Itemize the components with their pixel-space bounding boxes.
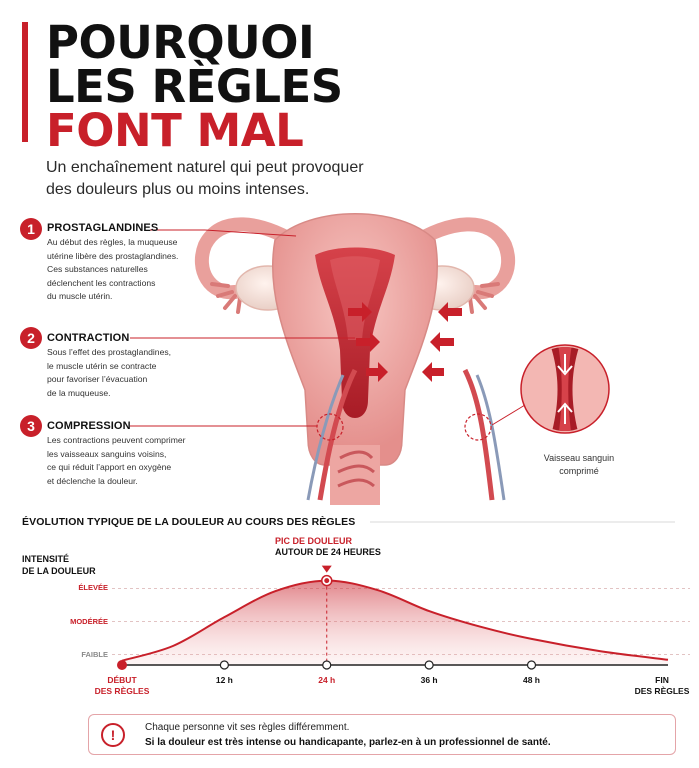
- page-title-line-1: POURQUOI: [46, 16, 315, 69]
- x-tick-label: [87, 675, 157, 697]
- page-title-line-2: LES RÈGLES: [46, 60, 343, 113]
- step-3-line: et déclenche la douleur.: [47, 475, 138, 486]
- step-2-line: Sous l’effet des prostaglandines,: [47, 347, 172, 357]
- x-tick-label: [497, 675, 567, 686]
- step-1-line: déclenchent les contractions: [47, 277, 156, 288]
- x-tick-label-line-1: 48 h: [522, 675, 540, 685]
- step-3-title: COMPRESSION: [47, 420, 131, 432]
- x-tick: [528, 661, 536, 669]
- note-line-1: Chaque personne vit ses règles différemment.: [145, 722, 350, 733]
- chart-title-rule: [0, 520, 699, 524]
- peak-label: [275, 536, 381, 558]
- step-2-text: [47, 346, 217, 400]
- step-3-badge: 3: [20, 415, 42, 437]
- step-3-line: ce qui réduit l’apport en oxygène: [47, 462, 172, 472]
- vessel-label-line-2: comprimé: [559, 466, 599, 476]
- peak-dot: [324, 578, 329, 583]
- page-title-line-3: FONT MAL: [46, 104, 304, 157]
- pain-area: [122, 581, 668, 665]
- y-level-label: ÉLEVÉE: [78, 583, 108, 593]
- health-note-box: [88, 714, 676, 755]
- x-tick: [220, 661, 228, 669]
- alert-icon: !: [101, 723, 125, 747]
- step-2-line: le muscle utérin se contracte: [47, 360, 157, 371]
- x-tick-start: [117, 660, 127, 670]
- peak-label-line-1: PIC DE DOULEUR: [275, 536, 353, 546]
- peak-pointer: [322, 566, 332, 573]
- step-1-badge: 1: [20, 218, 42, 240]
- peak-label-line-2: AUTOUR DE 24 HEURES: [275, 547, 381, 557]
- step-1-line: Ces substances naturelles: [47, 264, 148, 274]
- x-tick-label: [627, 675, 697, 697]
- chart-ylabel-line-1: INTENSITÉ: [22, 554, 70, 564]
- step-2-line: pour favoriser l’évacuation: [47, 374, 148, 384]
- x-tick: [323, 661, 331, 669]
- step-2-title: CONTRACTION: [47, 332, 130, 344]
- step-1-line: du muscle utérin.: [47, 291, 113, 301]
- x-tick: [425, 661, 433, 669]
- y-level-label: MODÉRÉE: [70, 616, 108, 626]
- y-level-label: FAIBLE: [81, 649, 108, 659]
- page-subtitle: Un enchaînement naturel qui peut provoquer des douleurs plus ou moins intenses.: [46, 159, 364, 198]
- step-3-line: Les contractions peuvent comprimer: [47, 435, 186, 445]
- step-1-line: utérine libère des prostaglandines.: [47, 250, 179, 261]
- x-tick-label-line-1: DÉBUT: [107, 675, 137, 685]
- x-tick-label-line-2: DES RÈGLES: [634, 686, 690, 696]
- x-tick-label-line-1: 12 h: [215, 675, 233, 685]
- x-tick-label-line-1: 36 h: [420, 675, 438, 685]
- vessel-label-line-1: Vaisseau sanguin: [543, 453, 615, 463]
- x-tick-label-line-1: FIN: [655, 675, 669, 685]
- x-tick-label-line-1: 24 h: [318, 675, 336, 685]
- step-2-badge: 2: [20, 327, 42, 349]
- chart-ylabel-line-2: DE LA DOULEUR: [22, 566, 96, 576]
- step-2-line: de la muqueuse.: [47, 387, 111, 398]
- step-3-text: [47, 434, 217, 488]
- step-3-line: les vaisseaux sanguins voisins,: [47, 448, 167, 459]
- note-line-2: Si la douleur est très intense ou handicapante, parlez-en à un professionnel de santé.: [145, 737, 551, 748]
- x-tick-label: [189, 675, 259, 686]
- step-1-title: PROSTAGLANDINES: [47, 222, 159, 234]
- chart-title: ÉVOLUTION TYPIQUE DE LA DOULEUR AU COURS DES RÈGLES: [22, 516, 356, 528]
- x-tick-label-line-2: DES RÈGLES: [94, 686, 150, 696]
- step-1-line: Au début des règles, la muqueuse: [47, 237, 178, 247]
- x-tick-label: [394, 675, 464, 686]
- x-tick-label: [292, 675, 362, 686]
- leader-line-vessel: [492, 405, 525, 425]
- step-1-text: [47, 236, 217, 304]
